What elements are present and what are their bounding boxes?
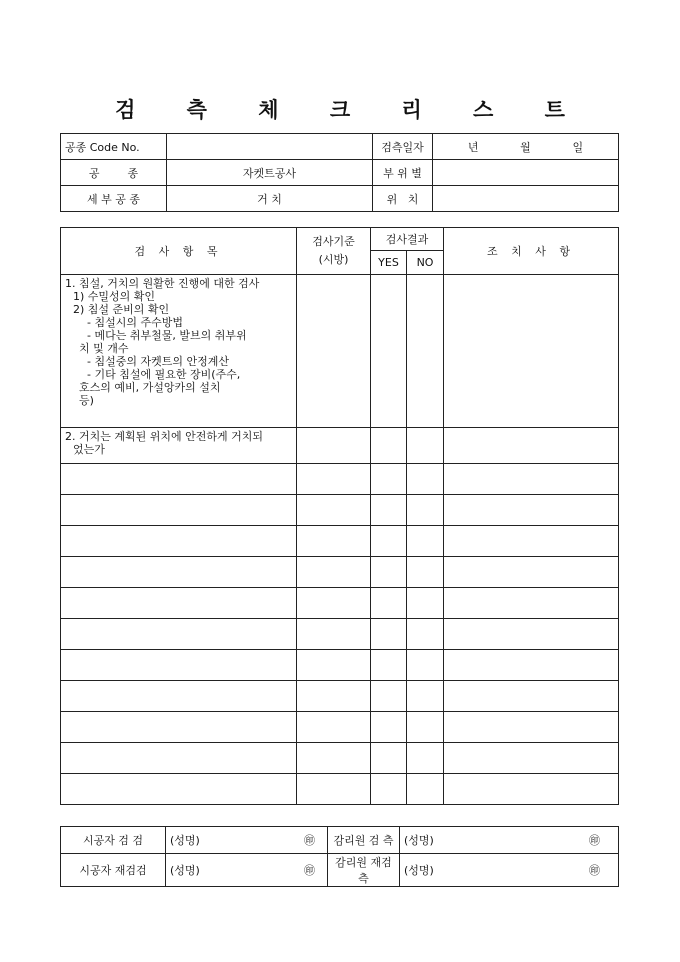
empty-standard[interactable] <box>297 712 371 743</box>
empty-action[interactable] <box>444 464 619 495</box>
empty-no[interactable] <box>407 464 444 495</box>
empty-yes[interactable] <box>371 712 407 743</box>
name-label: (성명) <box>170 834 200 847</box>
table-row-empty <box>61 681 619 712</box>
empty-yes[interactable] <box>371 774 407 805</box>
month-label: 월 <box>520 140 531 154</box>
empty-no[interactable] <box>407 743 444 774</box>
col-header-yes: YES <box>371 251 407 275</box>
supervisor-reinspection-sign[interactable] <box>400 854 619 887</box>
name-label: (성명) <box>404 864 434 877</box>
item-1-text <box>61 275 297 428</box>
empty-item[interactable] <box>61 588 297 619</box>
empty-action[interactable] <box>444 650 619 681</box>
empty-item[interactable] <box>61 526 297 557</box>
empty-action[interactable] <box>444 557 619 588</box>
table-row-empty <box>61 712 619 743</box>
empty-standard[interactable] <box>297 650 371 681</box>
empty-no[interactable] <box>407 619 444 650</box>
seal-mark: ㊞ <box>304 864 315 877</box>
inspection-table <box>60 227 619 805</box>
table-row-empty <box>61 526 619 557</box>
table-row <box>61 428 619 464</box>
empty-action[interactable] <box>444 619 619 650</box>
item-2-line: 었는가 <box>73 443 105 456</box>
col-header-no: NO <box>407 251 444 275</box>
empty-item[interactable] <box>61 712 297 743</box>
table-row-empty <box>61 774 619 805</box>
contractor-inspection-label: 시공자 검 검 <box>61 827 166 854</box>
col-header-standard <box>297 228 371 275</box>
table-row <box>61 275 619 428</box>
empty-action[interactable] <box>444 526 619 557</box>
table-row-empty <box>61 464 619 495</box>
table-row-empty <box>61 743 619 774</box>
position-label: 위 치 <box>373 186 433 212</box>
empty-no[interactable] <box>407 774 444 805</box>
empty-standard[interactable] <box>297 588 371 619</box>
seal-mark: ㊞ <box>589 864 600 877</box>
col-header-item: 검 사 항 목 <box>61 228 297 275</box>
table-row-empty <box>61 650 619 681</box>
empty-no[interactable] <box>407 557 444 588</box>
contractor-inspection-sign[interactable] <box>166 827 328 854</box>
empty-yes[interactable] <box>371 743 407 774</box>
seal-mark: ㊞ <box>589 834 600 847</box>
item-1-line: - 기타 침설에 필요한 장비(주수, <box>87 368 241 381</box>
contractor-reinspection-label: 시공자 재검검 <box>61 854 166 887</box>
empty-item[interactable] <box>61 495 297 526</box>
year-label: 년 <box>467 140 479 154</box>
item-2-yes[interactable] <box>371 428 407 464</box>
item-2-standard[interactable] <box>297 428 371 464</box>
item-1-line: - 침설시의 주수방법 <box>87 316 183 329</box>
table-row-empty <box>61 619 619 650</box>
position-value[interactable] <box>433 186 619 212</box>
empty-yes[interactable] <box>371 588 407 619</box>
part-label: 부 위 별 <box>373 160 433 186</box>
col-header-standard-line2: (시방) <box>318 253 349 266</box>
item-1-line: - 침설중의 자켓트의 안정계산 <box>87 355 229 368</box>
item-1-line: 등) <box>79 394 94 407</box>
supervisor-reinspection-label: 감리원 재검측 <box>328 854 400 887</box>
empty-item[interactable] <box>61 774 297 805</box>
signature-row-2 <box>61 854 619 887</box>
empty-standard[interactable] <box>297 619 371 650</box>
table-head-row-1 <box>61 228 619 251</box>
work-type-value[interactable]: 자켓트공사 <box>167 160 373 186</box>
col-header-result: 검사결과 <box>371 228 444 251</box>
empty-no[interactable] <box>407 712 444 743</box>
detail-work-value[interactable]: 거 치 <box>167 186 373 212</box>
empty-item[interactable] <box>61 557 297 588</box>
empty-no[interactable] <box>407 526 444 557</box>
header-row-work-type <box>61 160 619 186</box>
empty-yes[interactable] <box>371 650 407 681</box>
name-label: (성명) <box>170 864 200 877</box>
empty-action[interactable] <box>444 681 619 712</box>
empty-standard[interactable] <box>297 681 371 712</box>
item-1-yes[interactable] <box>371 275 407 428</box>
item-1-line: 호스의 예비, 가설앙카의 설치 <box>79 381 221 394</box>
seal-mark: ㊞ <box>304 834 315 847</box>
empty-standard[interactable] <box>297 743 371 774</box>
item-1-standard[interactable] <box>297 275 371 428</box>
table-row-empty <box>61 557 619 588</box>
col-header-action: 조 치 사 항 <box>444 228 619 275</box>
empty-standard[interactable] <box>297 464 371 495</box>
item-1-line: - 메다는 취부철물, 발브의 취부위 <box>87 329 247 342</box>
empty-item[interactable] <box>61 681 297 712</box>
table-row-empty <box>61 495 619 526</box>
empty-action[interactable] <box>444 743 619 774</box>
header-row-detail <box>61 186 619 212</box>
item-2-text <box>61 428 297 464</box>
col-header-standard-line1: 검사기준 <box>312 235 355 248</box>
empty-standard[interactable] <box>297 557 371 588</box>
signature-row-1 <box>61 827 619 854</box>
contractor-reinspection-sign[interactable] <box>166 854 328 887</box>
item-1-no[interactable] <box>407 275 444 428</box>
empty-no[interactable] <box>407 681 444 712</box>
supervisor-inspection-label: 감리원 검 측 <box>328 827 400 854</box>
inspection-date-label: 검측일자 <box>373 134 433 160</box>
empty-no[interactable] <box>407 650 444 681</box>
signature-table <box>60 826 619 887</box>
header-table <box>60 133 619 212</box>
empty-action[interactable] <box>444 774 619 805</box>
item-2-line: 2. 거치는 계획된 위치에 안전하게 거치되 <box>65 430 263 443</box>
empty-yes[interactable] <box>371 557 407 588</box>
page-title: 검 측 체 크 리 스 트 <box>115 97 587 122</box>
day-label: 일 <box>572 140 584 154</box>
empty-no[interactable] <box>407 588 444 619</box>
empty-yes[interactable] <box>371 464 407 495</box>
item-1-line: 1. 침설, 거치의 원활한 진행에 대한 검사 <box>65 277 260 290</box>
detail-work-label: 세 부 공 종 <box>61 186 167 212</box>
work-type-label: 공 종 <box>61 160 167 186</box>
empty-item[interactable] <box>61 464 297 495</box>
empty-action[interactable] <box>444 588 619 619</box>
item-1-line: 2) 침설 준비의 확인 <box>73 303 170 316</box>
inspection-date-value[interactable] <box>433 134 619 160</box>
empty-item[interactable] <box>61 619 297 650</box>
item-1-line: 치 및 개수 <box>79 342 129 355</box>
empty-standard[interactable] <box>297 495 371 526</box>
empty-yes[interactable] <box>371 526 407 557</box>
empty-item[interactable] <box>61 650 297 681</box>
empty-yes[interactable] <box>371 495 407 526</box>
empty-yes[interactable] <box>371 681 407 712</box>
part-value[interactable] <box>433 160 619 186</box>
empty-standard[interactable] <box>297 774 371 805</box>
empty-no[interactable] <box>407 495 444 526</box>
header-row-code <box>61 134 619 160</box>
name-label: (성명) <box>404 834 434 847</box>
empty-yes[interactable] <box>371 619 407 650</box>
item-2-no[interactable] <box>407 428 444 464</box>
empty-item[interactable] <box>61 743 297 774</box>
empty-standard[interactable] <box>297 526 371 557</box>
empty-action[interactable] <box>444 712 619 743</box>
code-value[interactable] <box>167 134 373 160</box>
empty-action[interactable] <box>444 495 619 526</box>
item-1-line: 1) 수밀성의 확인 <box>73 290 156 303</box>
table-row-empty <box>61 588 619 619</box>
item-1-action[interactable] <box>444 275 619 428</box>
supervisor-inspection-sign[interactable] <box>400 827 619 854</box>
code-label: 공종 Code No. <box>61 134 167 160</box>
item-2-action[interactable] <box>444 428 619 464</box>
